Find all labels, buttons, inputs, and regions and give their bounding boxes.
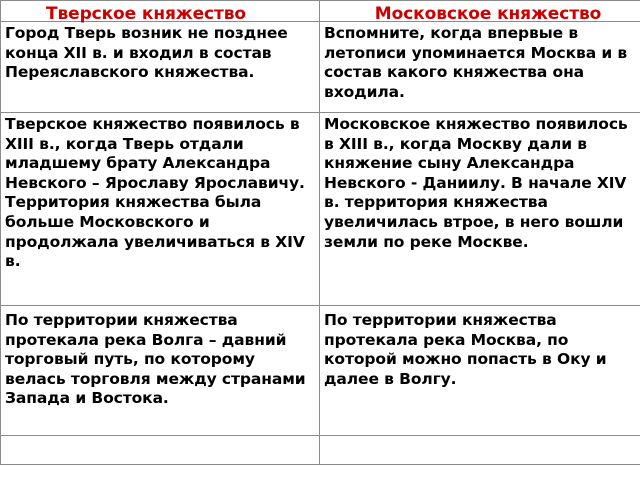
table-header-row [1,1,640,22]
cell-tver-formation [1,113,320,306]
cell-text: Московское княжество появилось в XIII в., когда Москву дали в княжение сыну Александра Невского - Даниилу. В начале XIV в. территория княжества увеличилась втрое, в него вошли земли по реке Москве. [324,115,628,251]
table-row [1,113,640,306]
cell-tver-origin [1,22,320,113]
cell-empty [320,436,640,465]
cell-empty [1,436,320,465]
cell-text: Город Тверь возник не позднее конца XII в. и входил в состав Переяславского княжества. [5,24,288,82]
cell-text: Тверское княжество появилось в XIII в., когда Тверь отдали младшему брату Александра Невского – Ярославу Ярославичу. Территория княжества была больше Московского и продолжала увеличиваться в XIV в. [5,115,305,271]
cell-moscow-formation [320,113,640,306]
header-moscow-label: Московское княжество [374,4,602,24]
table-row [1,306,640,436]
cell-text: По территории княжества протекала река Волга – давний торговый путь, по которому велась торговля между странами Запада и Востока. [5,311,306,408]
cell-text: Вспомните, когда впервые в летописи упоминается Москва и в состав какого княжества она входила. [324,24,628,101]
table-row-empty [1,436,640,465]
cell-tver-river [1,306,320,436]
cell-text: По территории княжества протекала река Москва, по которой можно попасть в Оку и далее в Волгу. [324,311,607,388]
cell-moscow-origin [320,22,640,113]
header-tver-label: Тверское княжество [45,4,246,24]
table-row [1,22,640,113]
header-tver [1,1,320,22]
header-moscow [320,1,640,22]
cell-moscow-river [320,306,640,436]
